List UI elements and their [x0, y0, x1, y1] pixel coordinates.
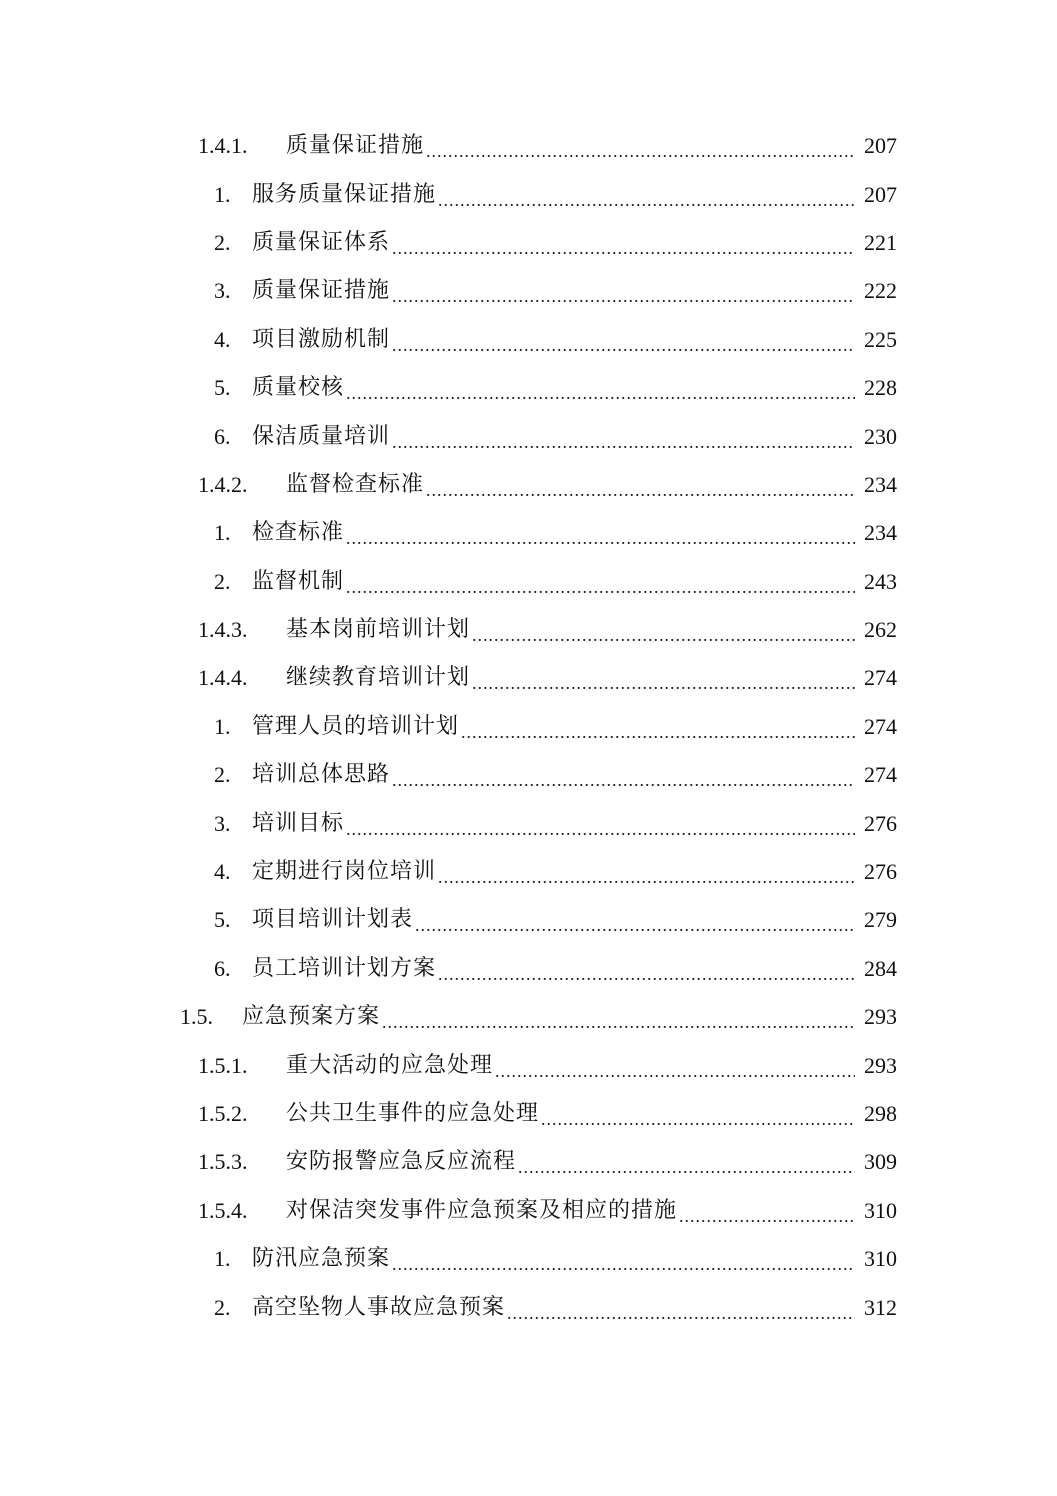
dot-leader: [507, 1284, 855, 1332]
toc-entry-title: 安防报警应急反应流程: [286, 1149, 517, 1175]
toc-entry[interactable]: [0, 606, 1057, 654]
dot-leader: [438, 848, 855, 896]
dot-leader: [438, 171, 855, 219]
toc-entry-number: 5.: [214, 375, 231, 401]
toc-entry[interactable]: [0, 1187, 1057, 1235]
toc-entry-title: 高空坠物人事故应急预案: [252, 1294, 506, 1320]
toc-entry[interactable]: [0, 945, 1057, 993]
toc-entry[interactable]: [0, 799, 1057, 847]
dot-leader: [518, 1138, 855, 1186]
toc-entry[interactable]: [0, 170, 1057, 218]
dot-leader: [426, 122, 855, 170]
toc-entry[interactable]: [0, 1041, 1057, 1089]
dot-leader: [495, 1042, 855, 1090]
toc-entry[interactable]: [0, 316, 1057, 364]
toc-entry-title: 保洁质量培训: [252, 423, 391, 449]
toc-entry-title: 项目培训计划表: [252, 907, 414, 933]
toc-entry-page-number: 279: [864, 907, 897, 933]
toc-entry-page-number: 298: [864, 1101, 897, 1126]
toc-entry-title: 员工培训计划方案: [252, 955, 437, 981]
toc-entry-page-number: 274: [864, 762, 897, 788]
toc-entry-number: 2.: [214, 229, 231, 255]
toc-entry-number: 1.: [214, 520, 231, 546]
toc-entry-number: 6.: [214, 955, 231, 981]
toc-entry-title: 培训目标: [252, 810, 345, 836]
toc-entry-title: 检查标准: [252, 520, 345, 546]
toc-entry-page-number: 276: [864, 810, 897, 836]
toc-entry-title: 质量保证体系: [252, 229, 391, 255]
toc-entry-page-number: 309: [864, 1149, 897, 1175]
toc-entry-page-number: 234: [864, 471, 897, 497]
toc-entry-page-number: 312: [864, 1294, 897, 1320]
toc-entry-page-number: 310: [864, 1246, 897, 1272]
dot-leader: [679, 1187, 855, 1235]
toc-entry-title: 监督机制: [252, 568, 345, 594]
toc-entry[interactable]: [0, 461, 1057, 509]
toc-entry-page-number: 207: [864, 133, 897, 159]
dot-leader: [472, 606, 855, 654]
toc-entry-number: 3.: [214, 278, 231, 304]
toc-entry-title: 防汛应急预案: [252, 1246, 391, 1272]
toc-entry-title: 基本岗前培训计划: [286, 617, 471, 643]
toc-entry-number: 1.: [214, 713, 231, 739]
toc-entry-title: 定期进行岗位培训: [252, 859, 437, 885]
toc-entry-number: 6.: [214, 423, 231, 449]
toc-entry-title: 对保洁突发事件应急预案及相应的措施: [286, 1197, 678, 1223]
toc-entry-title: 监督检查标准: [286, 471, 425, 497]
dot-leader: [415, 896, 855, 944]
toc-entry-title: 培训总体思路: [252, 762, 391, 788]
toc-entry-number: 1.4.1.: [198, 133, 248, 159]
toc-entry[interactable]: [0, 751, 1057, 799]
dot-leader: [346, 558, 855, 606]
toc-entry-page-number: 276: [864, 859, 897, 885]
toc-entry[interactable]: [0, 1090, 1057, 1138]
dot-leader: [426, 461, 855, 509]
toc-entry[interactable]: [0, 1138, 1057, 1186]
toc-entry-title: 继续教育培训计划: [286, 665, 471, 691]
dot-leader: [461, 703, 855, 751]
toc-entry-title: 应急预案方案: [242, 1004, 381, 1030]
toc-entry-title: 服务质量保证措施: [252, 181, 437, 207]
toc-entry-title: 项目激励机制: [252, 326, 391, 352]
toc-entry[interactable]: [0, 364, 1057, 412]
dot-leader: [346, 364, 855, 412]
toc-entry[interactable]: [0, 122, 1057, 170]
dot-leader: [346, 509, 855, 557]
toc-entry-page-number: 230: [864, 423, 897, 449]
toc-entry-page-number: 293: [864, 1052, 897, 1078]
toc-entry[interactable]: [0, 703, 1057, 751]
toc-entry-page-number: 228: [864, 375, 897, 401]
toc-entry[interactable]: [0, 509, 1057, 557]
toc-entry-page-number: 234: [864, 520, 897, 546]
toc-entry-page-number: 274: [864, 665, 897, 691]
dot-leader: [382, 993, 855, 1041]
dot-leader: [392, 267, 855, 315]
toc-entry-number: 1.5.: [180, 1004, 213, 1030]
toc-entry-number: 1.: [214, 1246, 231, 1272]
toc-entry-number: 4.: [214, 326, 231, 352]
toc-entry[interactable]: [0, 267, 1057, 315]
dot-leader: [392, 1235, 855, 1283]
toc-entry-page-number: 262: [864, 617, 897, 643]
toc-entry-number: 1.5.4.: [198, 1197, 248, 1223]
toc-entry-page-number: 243: [864, 568, 897, 594]
toc-entry[interactable]: [0, 1235, 1057, 1283]
toc-entry[interactable]: [0, 896, 1057, 944]
toc-entry-number: 1.5.1.: [198, 1052, 248, 1078]
dot-leader: [392, 316, 855, 364]
toc-entry-number: 1.4.4.: [198, 665, 248, 691]
toc-entry-page-number: 310: [864, 1197, 897, 1223]
toc-entry-title: 公共卫生事件的应急处理: [286, 1101, 540, 1126]
toc-entry-title: 重大活动的应急处理: [286, 1052, 494, 1078]
toc-entry[interactable]: [0, 848, 1057, 896]
dot-leader: [541, 1090, 855, 1138]
toc-entry-number: 2.: [214, 1294, 231, 1320]
toc-entry-page-number: 207: [864, 181, 897, 207]
toc-entry-page-number: 222: [864, 278, 897, 304]
toc-entry[interactable]: [0, 558, 1057, 606]
toc-entry-title: 质量保证措施: [286, 133, 425, 159]
toc-entry[interactable]: [0, 219, 1057, 267]
toc-entry-number: 4.: [214, 859, 231, 885]
toc-entry-number: 1.: [214, 181, 231, 207]
dot-leader: [392, 413, 855, 461]
table-of-contents: [0, 122, 1057, 1332]
toc-entry-number: 2.: [214, 762, 231, 788]
toc-entry-number: 1.5.2.: [198, 1101, 248, 1126]
toc-entry-title: 管理人员的培训计划: [252, 713, 460, 739]
toc-entry-title: 质量保证措施: [252, 278, 391, 304]
toc-entry[interactable]: [0, 1283, 1057, 1331]
toc-entry[interactable]: [0, 412, 1057, 460]
toc-entry-number: 1.4.3.: [198, 617, 248, 643]
dot-leader: [392, 751, 855, 799]
dot-leader: [392, 219, 855, 267]
toc-entry-page-number: 221: [864, 229, 897, 255]
toc-entry-number: 2.: [214, 568, 231, 594]
toc-entry-page-number: 225: [864, 326, 897, 352]
toc-entry-number: 1.5.3.: [198, 1149, 248, 1175]
dot-leader: [438, 945, 855, 993]
toc-entry[interactable]: [0, 654, 1057, 702]
toc-entry-page-number: 274: [864, 713, 897, 739]
toc-entry[interactable]: [0, 993, 1057, 1041]
dot-leader: [472, 654, 855, 702]
dot-leader: [346, 800, 855, 848]
toc-entry-page-number: 284: [864, 955, 897, 981]
toc-entry-number: 1.4.2.: [198, 471, 248, 497]
toc-entry-number: 3.: [214, 810, 231, 836]
toc-entry-title: 质量校核: [252, 375, 345, 401]
toc-entry-page-number: 293: [864, 1004, 897, 1030]
toc-entry-number: 5.: [214, 907, 231, 933]
